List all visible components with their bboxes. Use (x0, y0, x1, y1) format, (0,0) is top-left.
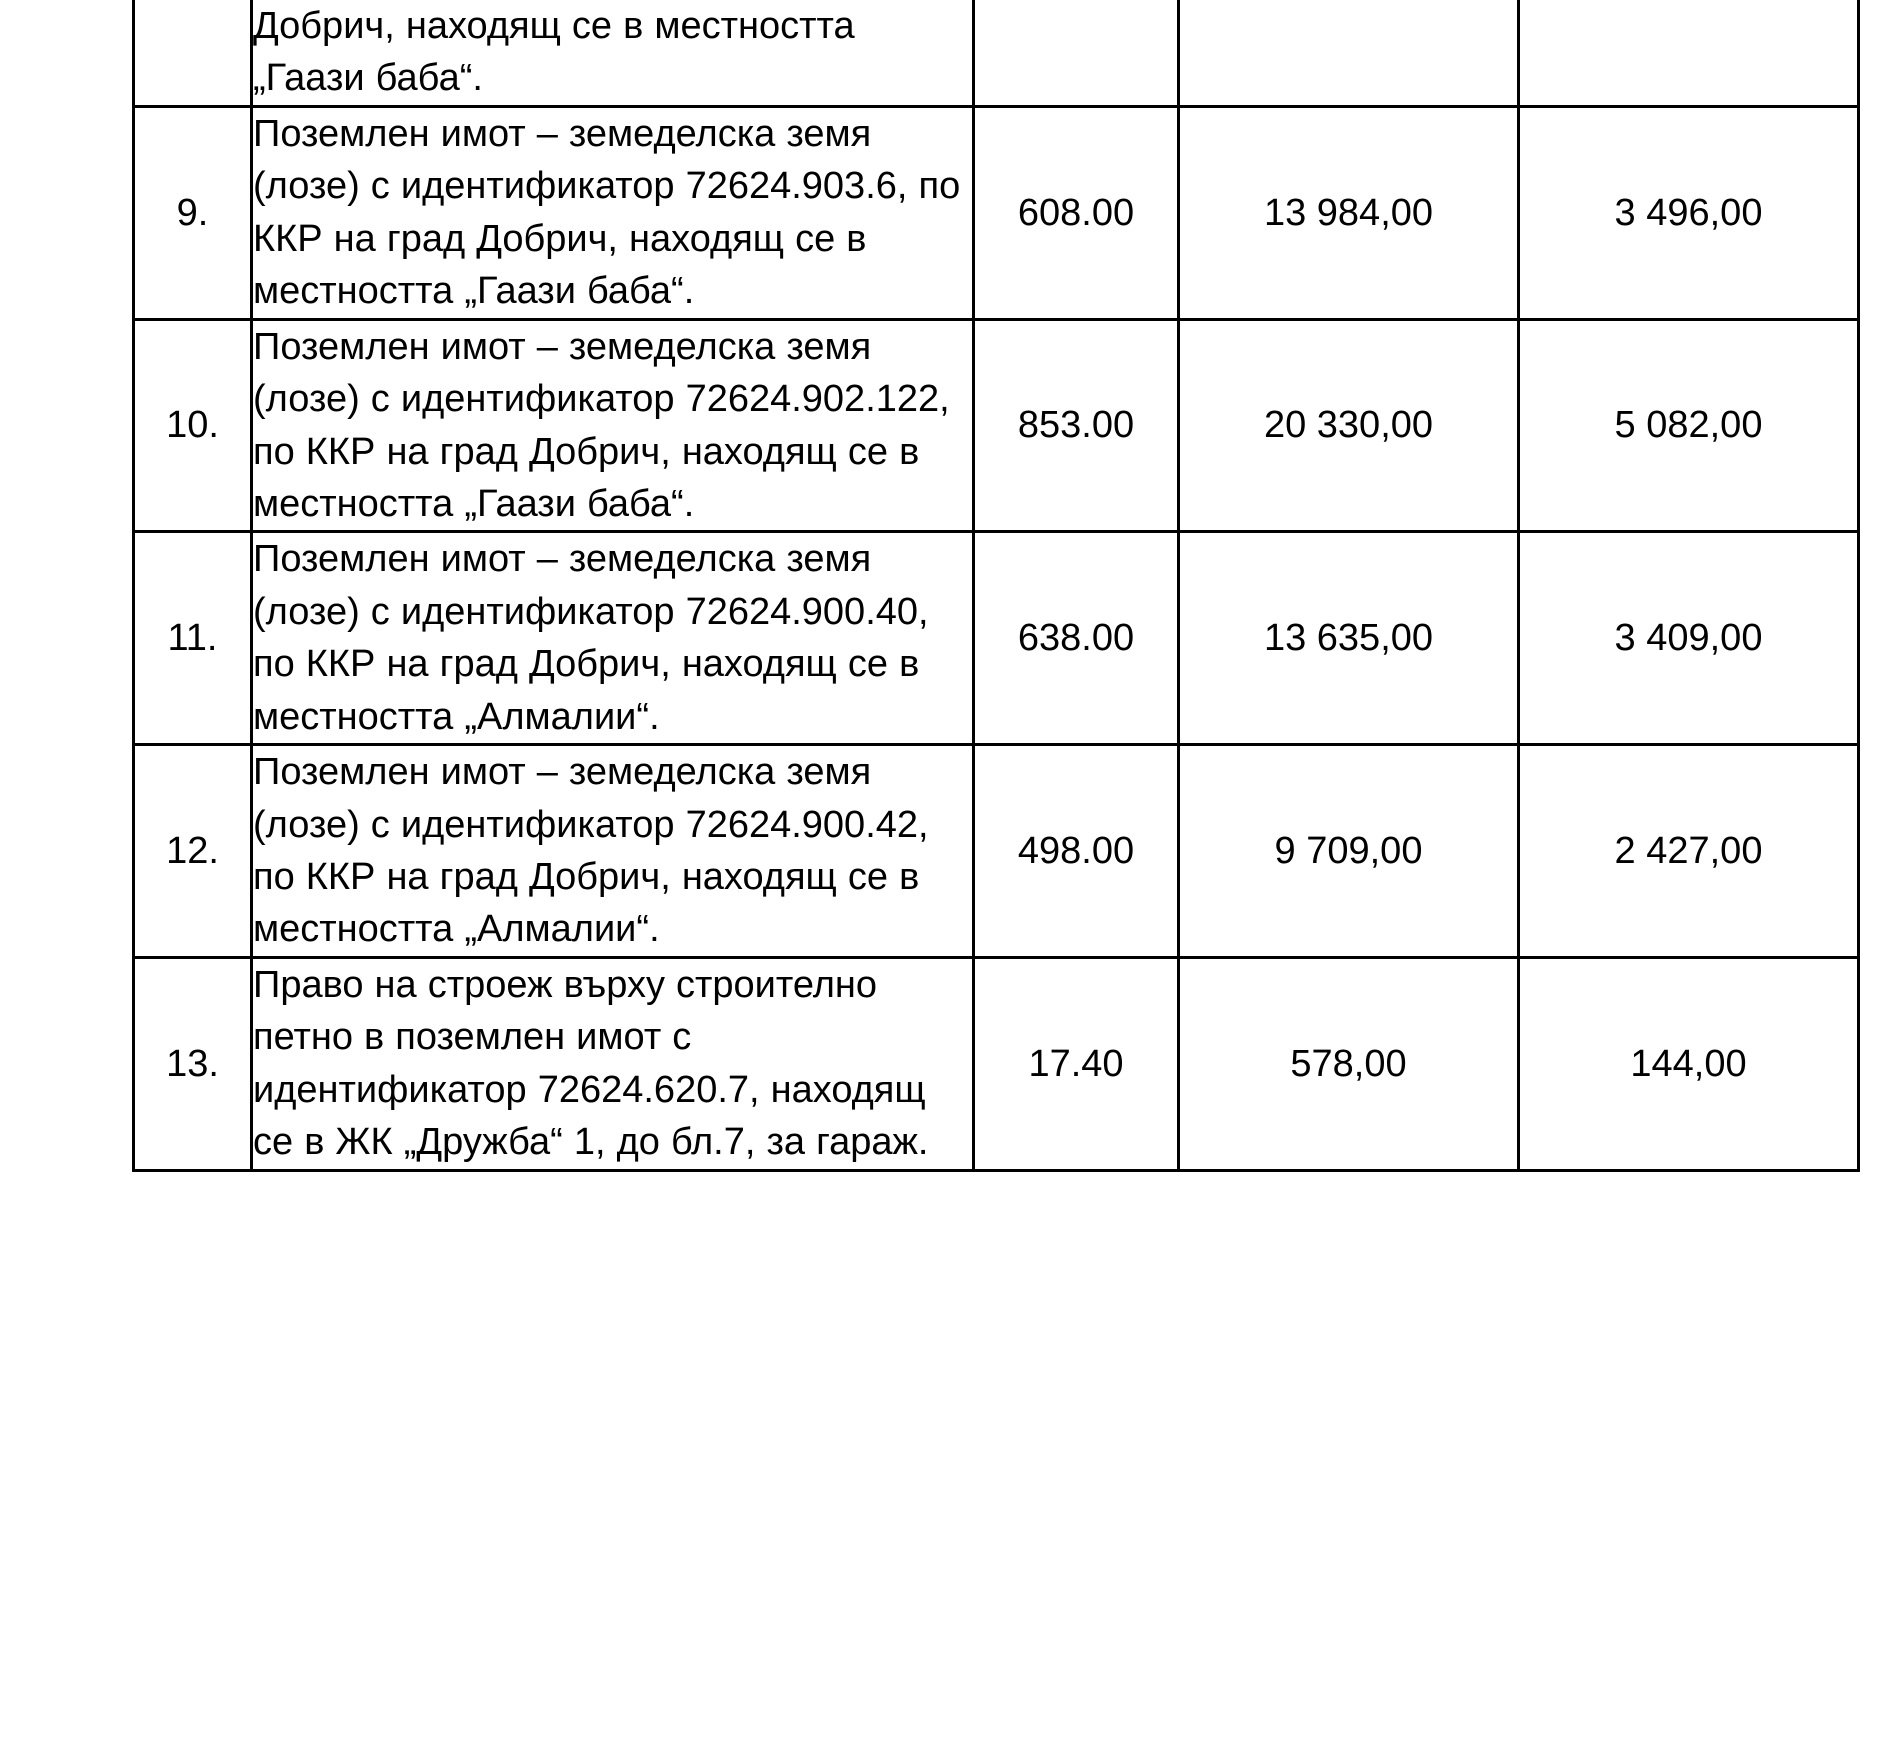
cell-description: Право на строеж върху строително петно в поземлен имот с идентификатор 72624.620.7, находящ се в ЖК „Дружба“ 1, до бл.7, за гараж. (252, 957, 974, 1170)
cell-value-1: 13 984,00 (1179, 106, 1519, 319)
cell-description: Поземлен имот – земеделска земя (лозе) с идентификатор 72624.900.40, по ККР на град Добрич, находящ се в местността „Алмалии“. (252, 532, 974, 745)
cell-description: Добрич, находящ се в местността „Гаази баба“. (252, 0, 974, 106)
cell-row-number (134, 0, 252, 106)
cell-area: 498.00 (974, 745, 1179, 958)
cell-row-number: 12. (134, 745, 252, 958)
cell-value-2 (1519, 0, 1859, 106)
table-row (134, 106, 1859, 319)
cell-description: Поземлен имот – земеделска земя (лозе) с идентификатор 72624.903.6, по ККР на град Добрич, находящ се в местността „Гаази баба“. (252, 106, 974, 319)
cell-row-number: 11. (134, 532, 252, 745)
table-row (134, 745, 1859, 958)
cell-area: 853.00 (974, 319, 1179, 532)
table-row (134, 957, 1859, 1170)
cell-area (974, 0, 1179, 106)
cell-value-1: 9 709,00 (1179, 745, 1519, 958)
cell-value-2: 3 496,00 (1519, 106, 1859, 319)
cell-value-2: 5 082,00 (1519, 319, 1859, 532)
cell-value-1 (1179, 0, 1519, 106)
cell-value-2: 2 427,00 (1519, 745, 1859, 958)
cell-row-number: 9. (134, 106, 252, 319)
table-row (134, 532, 1859, 745)
cell-value-2: 3 409,00 (1519, 532, 1859, 745)
cell-description: Поземлен имот – земеделска земя (лозе) с идентификатор 72624.900.42, по ККР на град Добрич, находящ се в местността „Алмалии“. (252, 745, 974, 958)
table-body (134, 0, 1859, 1170)
cell-value-2: 144,00 (1519, 957, 1859, 1170)
cell-value-1: 578,00 (1179, 957, 1519, 1170)
table-row (134, 319, 1859, 532)
cell-area: 17.40 (974, 957, 1179, 1170)
cell-description: Поземлен имот – земеделска земя (лозе) с идентификатор 72624.902.122, по ККР на град Добрич, находящ се в местността „Гаази баба“. (252, 319, 974, 532)
cell-value-1: 20 330,00 (1179, 319, 1519, 532)
cell-row-number: 10. (134, 319, 252, 532)
property-table (132, 0, 1860, 1172)
cell-area: 638.00 (974, 532, 1179, 745)
cell-value-1: 13 635,00 (1179, 532, 1519, 745)
cell-row-number: 13. (134, 957, 252, 1170)
cell-area: 608.00 (974, 106, 1179, 319)
table-row (134, 0, 1859, 106)
